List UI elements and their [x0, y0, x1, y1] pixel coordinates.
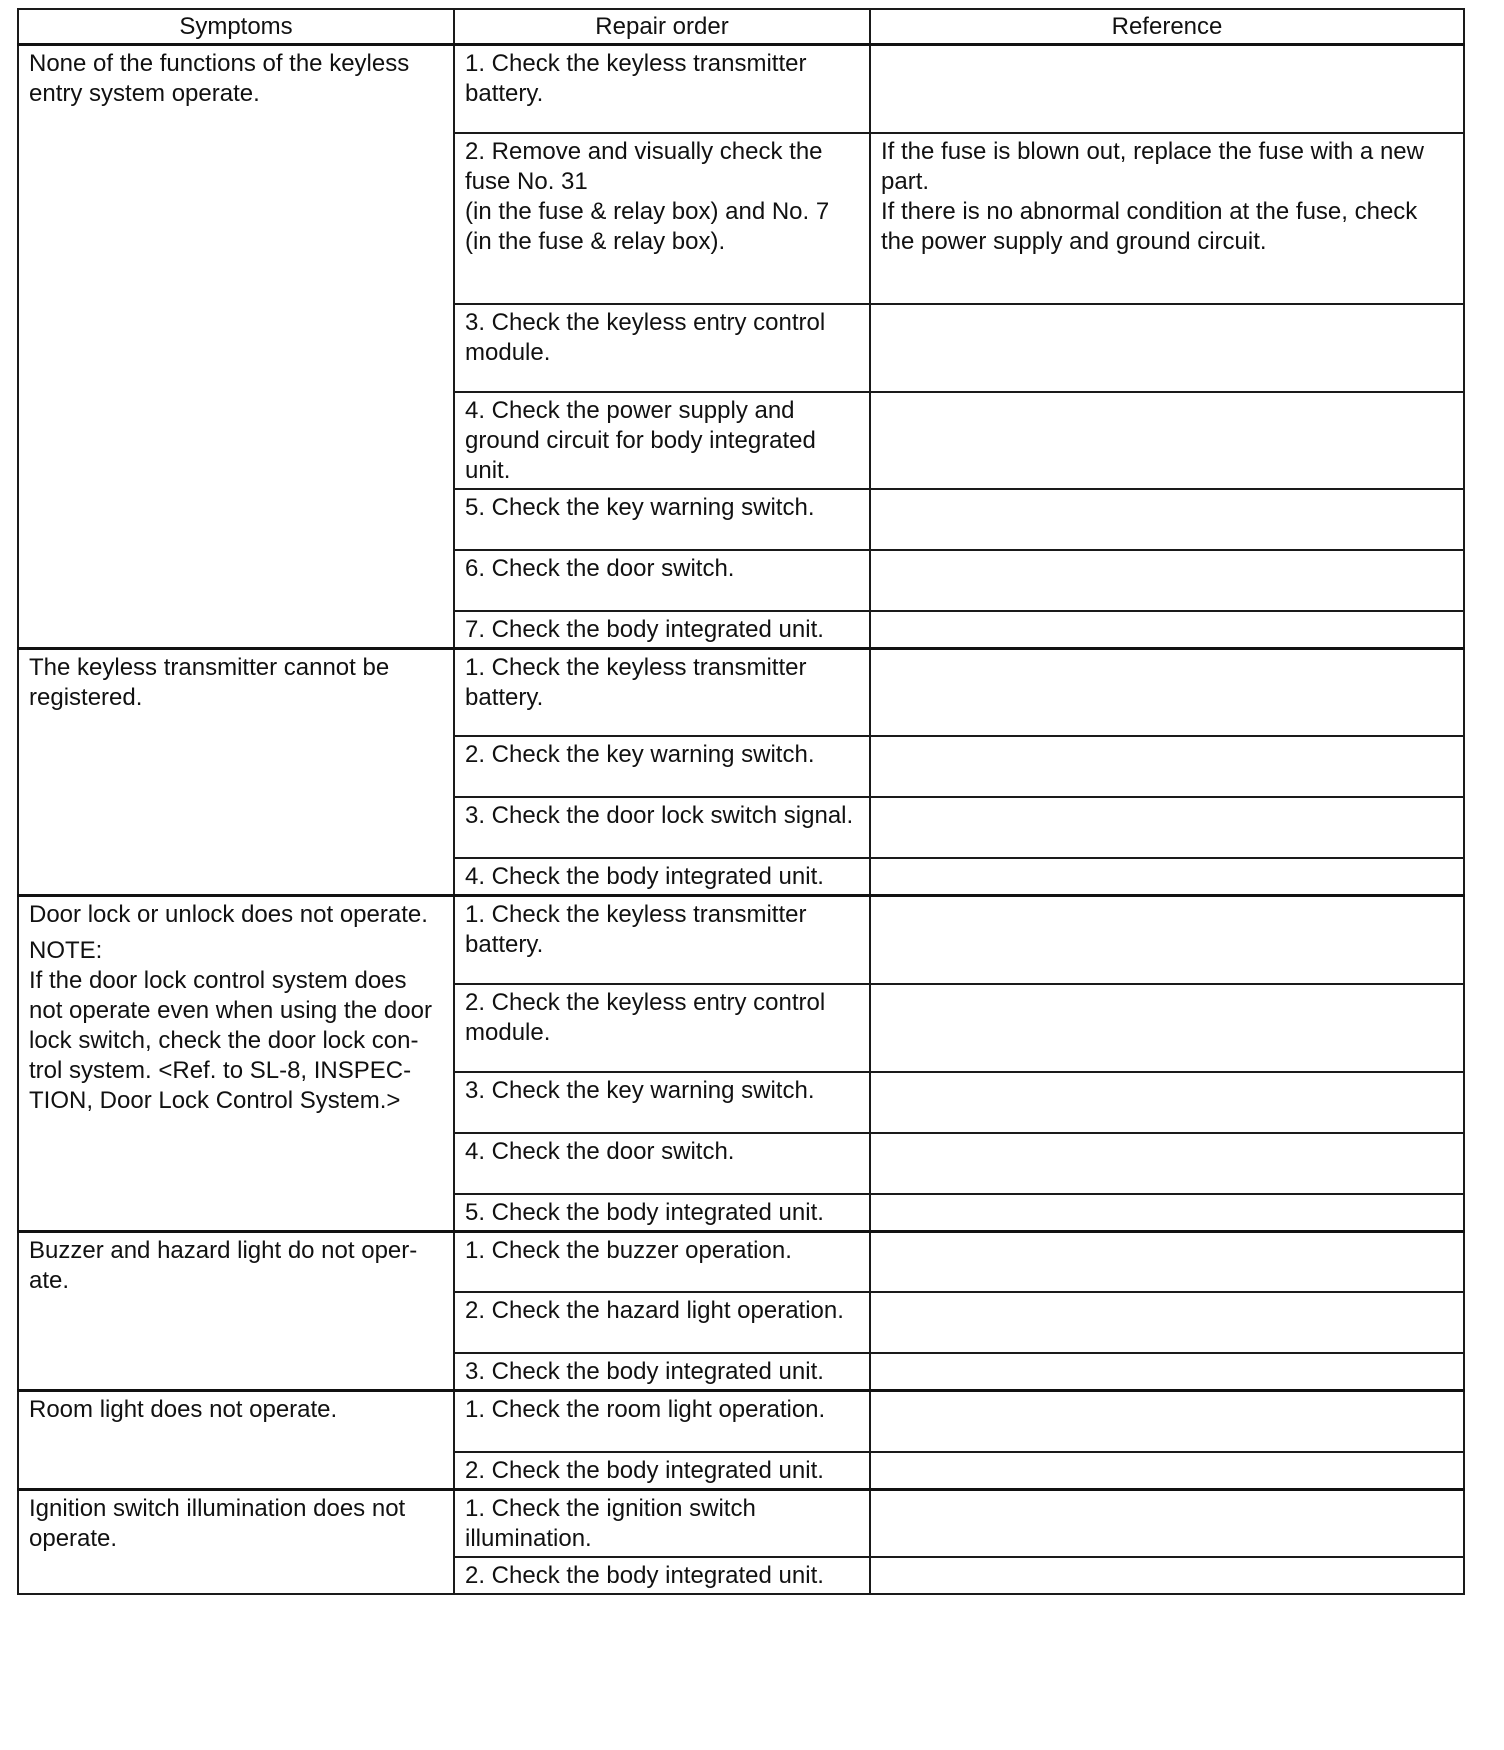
repair-step: 3. Check the body integrated unit. [454, 1353, 870, 1391]
repair-step: 3. Check the keyless entry control module. [454, 304, 870, 392]
reference-cell [870, 392, 1464, 489]
repair-step: 1. Check the buzzer operation. [454, 1231, 870, 1292]
repair-step: 2. Check the body integrated unit. [454, 1452, 870, 1490]
header-symptoms: Symptoms [18, 9, 454, 45]
repair-step: 3. Check the key warning switch. [454, 1072, 870, 1133]
repair-step: 2. Check the hazard light operation. [454, 1292, 870, 1353]
symptom-group [18, 896, 1464, 1232]
header-repair-order: Repair order [454, 9, 870, 45]
symptom-group [18, 45, 1464, 649]
repair-step: 4. Check the body integrated unit. [454, 858, 870, 896]
repair-step: 7. Check the body integrated unit. [454, 611, 870, 649]
reference-cell [870, 304, 1464, 392]
reference-cell [870, 611, 1464, 649]
symptom-cell [18, 896, 454, 1232]
repair-step: 4. Check the door switch. [454, 1133, 870, 1194]
table-row [18, 1489, 1464, 1557]
repair-step: 3. Check the door lock switch signal. [454, 797, 870, 858]
reference-cell [870, 489, 1464, 550]
note-text: If the door lock control system does not operate even when using the door lock switch, check the door lock con-trol system. <Ref. to SL-8, INSPEC-TION, Door Lock Control System.> [29, 967, 432, 1114]
reference-cell: If the fuse is blown out, replace the fuse with a new part. If there is no abnormal condition at the fuse, check the power supply and ground circuit. [870, 133, 1464, 304]
reference-cell [870, 550, 1464, 611]
header-row [18, 9, 1464, 45]
reference-cell [870, 736, 1464, 797]
symptom-group [18, 648, 1464, 896]
symptom-group [18, 1391, 1464, 1490]
symptom-group [18, 1489, 1464, 1594]
repair-step: 2. Check the keyless entry control module. [454, 984, 870, 1072]
reference-cell [870, 1557, 1464, 1594]
repair-step: 2. Remove and visually check the fuse No. 31 (in the fuse & relay box) and No. 7 (in the fuse & relay box). [454, 133, 870, 304]
repair-step: 5. Check the body integrated unit. [454, 1194, 870, 1232]
symptom-cell: The keyless transmitter cannot be registered. [18, 648, 454, 896]
table-row [18, 1391, 1464, 1452]
reference-cell [870, 1072, 1464, 1133]
repair-step: 1. Check the room light operation. [454, 1391, 870, 1452]
reference-cell [870, 984, 1464, 1072]
reference-cell [870, 1489, 1464, 1557]
repair-step: 6. Check the door switch. [454, 550, 870, 611]
repair-step: 5. Check the key warning switch. [454, 489, 870, 550]
repair-step: 2. Check the key warning switch. [454, 736, 870, 797]
reference-cell [870, 648, 1464, 736]
reference-cell [870, 45, 1464, 133]
symptom-cell: Ignition switch illumination does not operate. [18, 1489, 454, 1594]
symptom-cell: None of the functions of the keyless entry system operate. [18, 45, 454, 649]
repair-step: 4. Check the power supply and ground circuit for body integrated unit. [454, 392, 870, 489]
reference-cell [870, 797, 1464, 858]
reference-cell [870, 1292, 1464, 1353]
repair-step: 1. Check the keyless transmitter battery. [454, 896, 870, 984]
symptom-cell: Room light does not operate. [18, 1391, 454, 1490]
table-row [18, 648, 1464, 736]
repair-step: 2. Check the body integrated unit. [454, 1557, 870, 1594]
reference-cell [870, 1231, 1464, 1292]
repair-step: 1. Check the ignition switch illumination. [454, 1489, 870, 1557]
note-label: NOTE: [29, 937, 103, 964]
table-row [18, 896, 1464, 984]
reference-cell [870, 1452, 1464, 1490]
symptom-text: Door lock or unlock does not operate. [29, 901, 428, 928]
header-reference: Reference [870, 9, 1464, 45]
symptom-cell: Buzzer and hazard light do not oper-ate. [18, 1231, 454, 1391]
reference-cell [870, 1194, 1464, 1232]
table-row [18, 1231, 1464, 1292]
reference-cell [870, 1353, 1464, 1391]
table-row [18, 45, 1464, 133]
reference-cell [870, 1133, 1464, 1194]
repair-step: 1. Check the keyless transmitter battery. [454, 648, 870, 736]
symptom-group [18, 1231, 1464, 1391]
repair-step: 1. Check the keyless transmitter battery. [454, 45, 870, 133]
reference-cell [870, 1391, 1464, 1452]
reference-cell [870, 896, 1464, 984]
troubleshooting-table [17, 8, 1465, 1595]
reference-cell [870, 858, 1464, 896]
